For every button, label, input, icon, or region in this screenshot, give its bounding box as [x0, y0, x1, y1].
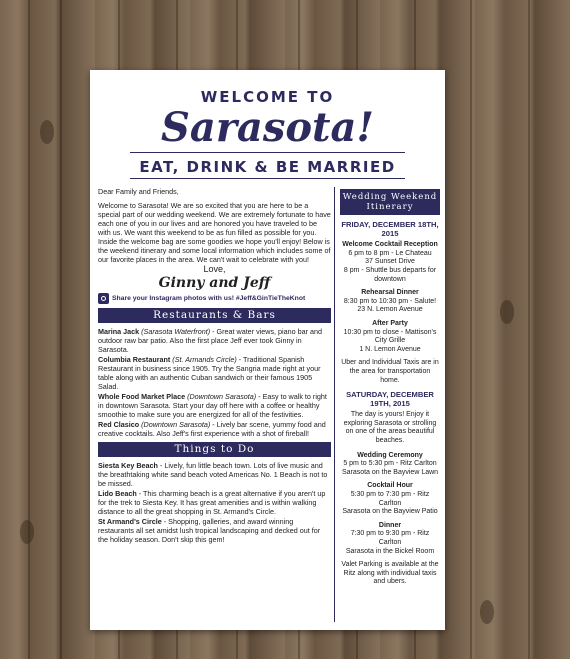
list-item: Whole Food Market Place (Downtown Sarasota) - Easy to walk to right in downtown Sarasota. Start your day off here with a coffee or healthy smoothie to make sure you are energized for all of the festivities.	[98, 392, 327, 419]
day1-event-rehearsal: Rehearsal Dinner 8:30 pm to 10:30 pm - Salute! 23 N. Lemon Avenue	[343, 289, 437, 314]
things-to-do-heading: Things to Do	[98, 442, 331, 457]
header-welcome: WELCOME TO	[200, 88, 335, 106]
itinerary-column	[340, 187, 440, 593]
header-city: Sarasota!	[161, 104, 374, 151]
letter-closing: Love,	[203, 264, 226, 274]
day2-parking-note: Valet Parking is available at the Ritz along with individual taxis and ubers.	[341, 561, 439, 586]
list-item: Columbia Restaurant (St. Armands Circle) - Traditional Spanish Restaurant in business since 1905. Try the Sangria made right at your table along with an authentic Cuban sandwich or their famous 1905 Salad.	[98, 355, 321, 391]
day1-event-reception: Welcome Cocktail Reception 6 pm to 8 pm - Le Chateau 37 Sunset Drive 8 pm - Shuttle bus departs for downtown	[342, 241, 438, 283]
day2-event-ceremony: Wedding Ceremony 5 pm to 5:30 pm - Ritz Carlton Sarasota on the Bayview Lawn	[341, 451, 439, 476]
list-item: Siesta Key Beach - Lively, fun little beach town. Lots of live music and the breathtaking white sand beach voted Americas No. 1 Beach is not to be missed.	[98, 461, 328, 488]
list-item: Lido Beach - This charming beach is a great alternative if you aren't up for the trek to Siesta Key. It has great amenities and is within walking distance to all the great shopping in St. Armand's Circle.	[98, 489, 326, 516]
list-item: St Armand's Circle - Shopping, galleries, and award winning restaurants all set amidst lush tropical landscaping and decked out for the holiday season. Don't skip this gem!	[98, 517, 321, 544]
header-rule-top	[130, 152, 405, 153]
instagram-text: Share your Instagram photos with us! #Jeff&GinTieTheKnot	[112, 295, 306, 302]
couple-names: Ginny and Jeff	[158, 275, 271, 291]
list-item: Marina Jack (Sarasota Waterfront) - Great water views, piano bar and outdoor raw bar patio. Also the first place Jeff ever took Ginny in Sarasota.	[98, 327, 322, 354]
list-item: Red Clasico (Downtown Sarasota) - Lively bar scene, yummy food and creative cocktails. Also Jeff's first experience with a shot of fireball!	[98, 420, 326, 438]
day1-date: FRIDAY, DECEMBER 18TH, 2015	[341, 220, 439, 238]
letter-body: Welcome to Sarasota! We are so excited that you are here to be a special part of our wedding weekend. We are extremely fortunate to have each one of you in our lives and are honored you have traveled to be with us. We want this weekend to be as fun filled as possible for you. Inside the welcome bag are some goodies we hope you'll enjoy! Below is the weekend itinerary and some local information which includes some of our favorite places in the area. We can't wait to celebrate with you!	[98, 201, 331, 264]
instagram-icon	[98, 293, 109, 304]
left-column	[98, 187, 331, 545]
day1-transport-note: Uber and Individual Taxis are in the area for transportation home.	[341, 359, 439, 384]
itinerary-heading: Wedding Weekend Itinerary	[340, 189, 440, 215]
instagram-line	[98, 293, 331, 304]
day2-intro: The day is yours! Enjoy it exploring Sarasota or strolling on one of the areas beautiful beaches.	[343, 411, 437, 445]
day2-event-dinner: Dinner 7:30 pm to 9:30 pm - Ritz Carlton Sarasota in the Bickel Room	[345, 521, 435, 555]
letter-greeting: Dear Family and Friends,	[98, 187, 179, 196]
day1-event-after-party: After Party 10:30 pm to close - Mattison's City Grille 1 N. Lemon Avenue	[343, 319, 437, 353]
header-rule-bottom	[130, 178, 405, 179]
welcome-letter-page	[90, 70, 445, 630]
restaurants-heading: Restaurants & Bars	[98, 308, 331, 323]
header-tagline: EAT, DRINK & BE MARRIED	[139, 158, 396, 176]
column-divider	[334, 187, 335, 622]
day2-event-cocktail-hour: Cocktail Hour 5:30 pm to 7:30 pm - Ritz Carlton Sarasota on the Bayview Patio	[342, 482, 438, 516]
day2-date: SATURDAY, DECEMBER 19TH, 2015	[346, 390, 434, 408]
